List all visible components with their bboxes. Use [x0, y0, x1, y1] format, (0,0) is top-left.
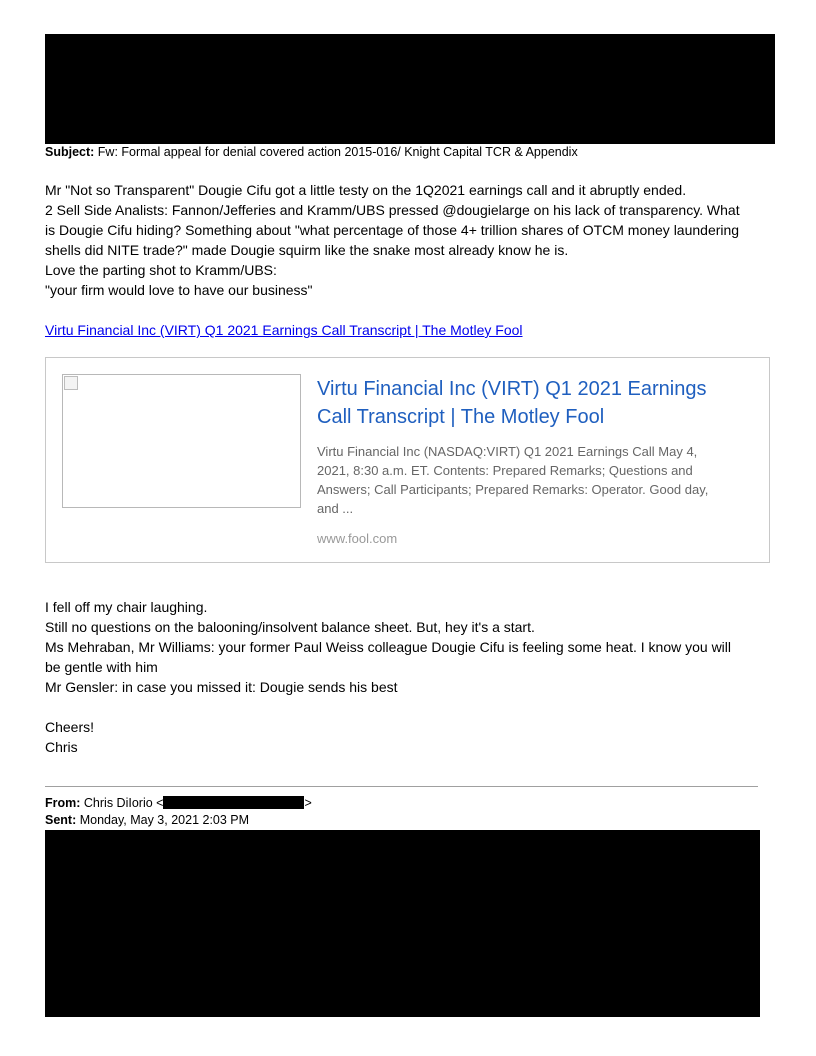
preview-desc-line-2: 2021, 8:30 a.m. ET. Contents: Prepared Remarks; Questions and [317, 463, 693, 478]
body-line-2: 2 Sell Side Analists: Fannon/Jefferies and Kramm/UBS pressed @dougielarge on his lack of transparency. What [45, 202, 740, 218]
body-line-5: Love the parting shot to Kramm/UBS: [45, 262, 277, 278]
link-preview-card[interactable] [45, 357, 770, 563]
preview-thumbnail [62, 374, 301, 508]
preview-domain: www.fool.com [317, 531, 398, 546]
signoff-cheers: Cheers! [45, 719, 95, 735]
redaction-block-bottom [45, 830, 760, 1017]
preview-description [317, 442, 737, 518]
subject-line [45, 144, 578, 161]
body-bottom-line-1: I fell off my chair laughing. [45, 599, 208, 615]
from-label: From: [45, 796, 81, 810]
article-link[interactable]: Virtu Financial Inc (VIRT) Q1 2021 Earnings Call Transcript | The Motley Fool [45, 322, 523, 338]
body-bottom-line-4: be gentle with him [45, 659, 158, 675]
subject-value: Fw: Formal appeal for denial covered action 2015-016/ Knight Capital TCR & Appendix [97, 145, 578, 159]
body-bottom-line-3: Ms Mehraban, Mr Williams: your former Paul Weiss colleague Dougie Cifu is feeling some heat. I know you will [45, 639, 732, 655]
preview-title[interactable] [317, 375, 737, 431]
body-line-1: Mr "Not so Transparent" Dougie Cifu got a little testy on the 1Q2021 earnings call and it abruptly ended. [45, 182, 687, 198]
redacted-email [163, 796, 304, 809]
preview-desc-line-3: Answers; Call Participants; Prepared Remarks: Operator. Good day, [317, 482, 709, 497]
body-line-6: "your firm would love to have our business" [45, 282, 313, 298]
signoff-name: Chris [45, 739, 78, 755]
from-line [45, 795, 312, 812]
link-container [45, 320, 523, 340]
sent-value: Monday, May 3, 2021 2:03 PM [79, 813, 250, 827]
body-line-3: is Dougie Cifu hiding? Something about "what percentage of those 4+ trillion shares of OTCM money laundering [45, 222, 740, 238]
preview-title-line-1: Virtu Financial Inc (VIRT) Q1 2021 Earnings [317, 378, 707, 400]
preview-desc-line-1: Virtu Financial Inc (NASDAQ:VIRT) Q1 2021 Earnings Call May 4, [317, 444, 698, 459]
preview-title-line-2: Call Transcript | The Motley Fool [317, 406, 605, 428]
from-name: Chris DiIorio < [83, 796, 164, 810]
body-line-4: shells did NITE trade?" made Dougie squirm like the snake most already know he is. [45, 242, 569, 258]
sent-line [45, 812, 249, 829]
broken-image-icon [64, 376, 78, 390]
divider [45, 786, 758, 787]
preview-desc-line-4: and ... [317, 501, 354, 516]
sent-label: Sent: [45, 813, 77, 827]
redaction-block-top [45, 34, 775, 144]
body-bottom-line-5: Mr Gensler: in case you missed it: Dougie sends his best [45, 679, 398, 695]
from-close: > [304, 796, 312, 810]
body-bottom-line-2: Still no questions on the balooning/insolvent balance sheet. But, hey it's a start. [45, 619, 535, 635]
subject-label: Subject: [45, 145, 95, 159]
